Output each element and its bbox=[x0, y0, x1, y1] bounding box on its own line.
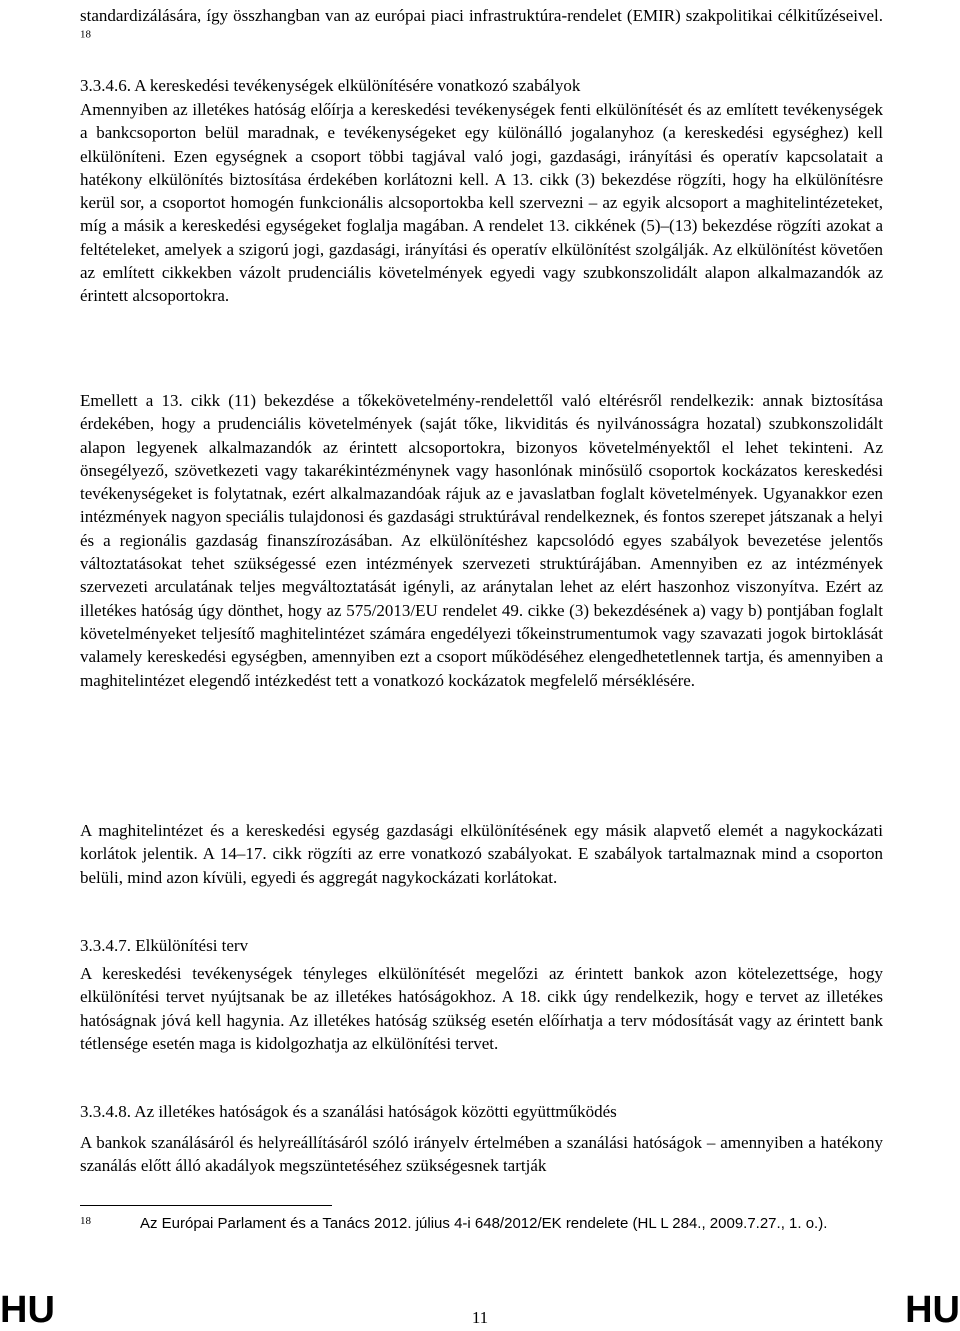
footnote-reference[interactable]: 18 bbox=[80, 28, 91, 41]
language-label-left: HU bbox=[0, 1289, 55, 1331]
paragraph-separation-plan: A kereskedési tevékenységek tényleges elkülönítését megelőzi az érintett bankok azon kötelezettsége, hogy elkülönítési tervet nyújtsanak be az illetékes hatóságokhoz. A 18. cikk úgy rendelkezik, hogy e tervet az illetékes hatóságnak jóvá kell hagynia. Az illetékes hatóság szükség esetén előírhatja a terv módosítását vagy az érintett bank tétlensége esetén maga is kidolgozhatja az elkülönítési tervet. bbox=[80, 964, 883, 1053]
paragraph-text: standardizálására, így összhangban van az európai piaci infrastruktúra-rendelet (EMIR) szakpolitikai célkitűzéseivel. bbox=[80, 6, 883, 25]
language-label-right: HU bbox=[905, 1289, 960, 1331]
section-heading-3-3-4-6: 3.3.4.6. A kereskedési tevékenységek elkülönítésére vonatkozó szabályok bbox=[80, 76, 581, 95]
section-heading-3-3-4-8: 3.3.4.8. Az illetékes hatóságok és a szanálási hatóságok közötti együttműködés bbox=[80, 1102, 617, 1121]
paragraph-separation-rules: Amennyiben az illetékes hatóság előírja a kereskedési tevékenységek fenti elkülönítését és az említett tevékenységek a bankcsoporton belül maradnak, e tevékenységeket egy különálló jogalanyhoz (a kereskedési egységhez) kell elkülöníteni. Ezen egységnek a csoport többi tagjával való jogi, gazdasági, irányítási és operatív kapcsolatait a hatékony elkülönítés biztosítása érdekében korlátozni kell. A 13. cikk (3) bekezdése rögzíti, hogy ha elkülönítésre kerül sor, a csoportot homogén funkcionális alcsoportokba kell szervezni – az egyik alcsoport a maghitelintézeteket, míg a másik a kereskedési egységeket foglalja magában. A rendelet 13. cikkének (5)–(13) bekezdése rögzíti azokat a feltételeket, amelyek a szigorú jogi, gazdasági, irányítási és operatív elkülönítést szolgálják. Az elkülönítést követően az említett cikkekben vázolt prudenciális követelmények egyedi vagy szubkonszolidált alapon alkalmazandók az érintett alcsoportokra. bbox=[80, 100, 883, 306]
footnote-number: 18 bbox=[80, 1215, 91, 1227]
paragraph-large-exposure: A maghitelintézet és a kereskedési egység gazdasági elkülönítésének egy másik alapvető elemét a nagykockázati korlátok jelentik. A 14–17. cikk rögzíti az erre vonatkozó szabályokat. E szabályok tartalmaznak mind a csoporton belüli, mind azon kívüli, egyedi és aggregát nagykockázati korlátokat. bbox=[80, 821, 883, 887]
paragraph-derogation: Emellett a 13. cikk (11) bekezdése a tőkekövetelmény-rendelettől való eltérésről rendelkezik: annak biztosítása érdekében, hogy a prudenciális követelmények (saját tőke, likviditás és nyilvánosságra hozatal) szubkonszolidált alapon legyenek alkalmazandók az érintett alcsoportokra, bizonyos követelményektől el lehet tekinteni. Az önsegélyező, szövetkezeti vagy takarékintézménynek vagy hasonlónak minősülő csoportok kockázatos kereskedési tevékenységeket is folytatnak, ezért alkalmazandóak rájuk az e javaslatban foglalt követelmények. Ugyanakkor ezen intézmények nagyon speciális tulajdonosi és gazdasági struktúrával rendelkeznek, és fontos szerepet játszanak a helyi és a regionális gazdaság finanszírozásában. Az elkülönítéshez kapcsolódó egyes szabályok bevezetése jelentős változtatásokat tehet szükségessé ezen intézmények szervezeti struktúrájában. Amennyiben ez az intézmények szervezeti arculatának teljes megváltoztatását igényli, az aránytalan lehet az elért haszonhoz viszonyítva. Ezért az illetékes hatóság úgy dönthet, hogy az 575/2013/EU rendelet 49. cikke (3) bekezdésének a) vagy b) pontjában foglalt követelményeket teljesítő maghitelintézet számára engedélyezi tőkeinstrumentumok vagy szavazati jogok birtoklását valamely kereskedési egységben, amennyiben ezt a csoport működéséhez elengedhetetlennek tartja, és amennyiben a maghitelintézet elegendő intézkedést tett a vonatkozó kockázatok megfelelő mérséklésére. bbox=[80, 391, 883, 690]
paragraph-continuation bbox=[80, 4, 883, 51]
paragraph-resolution: A bankok szanálásáról és helyreállításáról szóló irányelv értelmében a szanálási hatóságok – amennyiben a hatékony szanálás előtt álló akadályok megszüntetéséhez szükségesnek tartják bbox=[80, 1133, 883, 1176]
section-heading-3-3-4-7: 3.3.4.7. Elkülönítési terv bbox=[80, 936, 249, 955]
footnote-text: Az Európai Parlament és a Tanács 2012. július 4-i 648/2012/EK rendelete (HL L 284., 2009.7.27., 1. o.). bbox=[140, 1215, 828, 1232]
footnote-divider bbox=[80, 1205, 332, 1206]
page-number: 11 bbox=[471, 1308, 489, 1327]
